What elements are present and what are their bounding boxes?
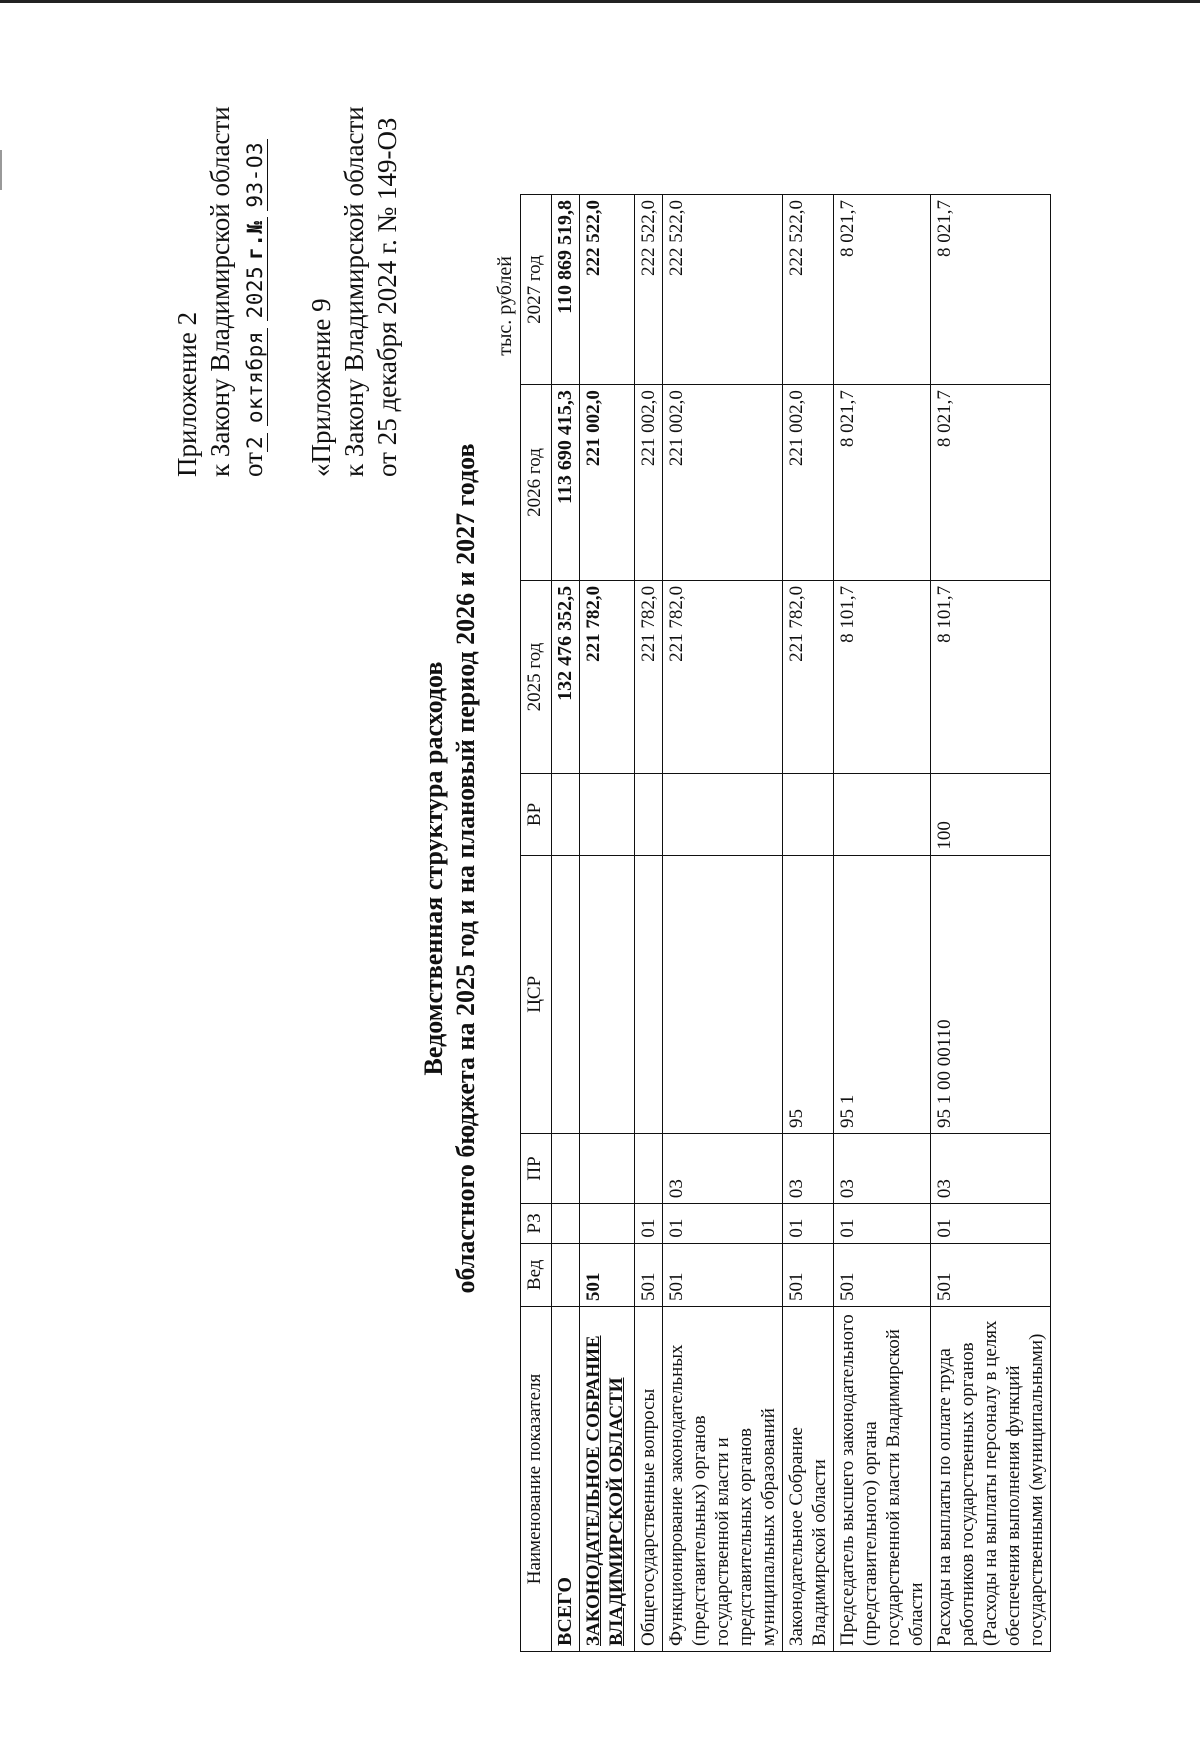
appendix-new-month: октября <box>243 328 268 426</box>
cell-2026: 221 002,0 <box>663 385 783 581</box>
cell-ved: 501 <box>834 1243 931 1306</box>
cell-2025: 221 782,0 <box>663 580 783 773</box>
appendix-new-day: 2 <box>243 433 268 452</box>
cell-2027: 110 869 519,8 <box>552 195 580 385</box>
header-vr: ВР <box>521 774 552 855</box>
cell-rz: 01 <box>783 1204 834 1244</box>
cell-2027: 222 522,0 <box>580 195 635 385</box>
title-line1: Ведомственная структура расходов <box>419 661 448 1076</box>
cell-ved: 501 <box>783 1243 834 1306</box>
table-row-total <box>552 195 580 1652</box>
cell-2026: 221 002,0 <box>580 385 635 581</box>
cell-csr: 95 1 <box>834 855 931 1133</box>
cell-2027: 222 522,0 <box>663 195 783 385</box>
cell-2025: 221 782,0 <box>783 580 834 773</box>
cell-vr <box>552 774 580 855</box>
appendix-new-year-suffix: г.№ <box>243 217 268 262</box>
table-row <box>931 195 1051 1652</box>
appendix-new-block <box>172 106 271 477</box>
header-2026: 2026 год <box>521 385 552 581</box>
table-row <box>783 195 834 1652</box>
cell-vr <box>635 774 663 855</box>
table-header-row <box>521 195 552 1652</box>
appendix-new-date-line <box>238 106 271 477</box>
appendix-new-from: от <box>238 452 268 477</box>
cell-2026: 113 690 415,3 <box>552 385 580 581</box>
cell-vr <box>663 774 783 855</box>
cell-2027: 222 522,0 <box>635 195 663 385</box>
header-2025: 2025 год <box>521 580 552 773</box>
appendix-new-year: 2025 <box>243 263 268 322</box>
table-row <box>635 195 663 1652</box>
cell-name: Общегосударственные вопросы <box>635 1306 663 1651</box>
cell-ved: 501 <box>635 1243 663 1306</box>
cell-csr <box>663 855 783 1133</box>
cell-2026: 8 021,7 <box>834 385 931 581</box>
header-csr: ЦСР <box>521 855 552 1133</box>
cell-rz: 01 <box>931 1204 1051 1244</box>
cell-pr <box>635 1133 663 1203</box>
cell-ved: 501 <box>931 1243 1051 1306</box>
appendix-old-line2: к Закону Владимирской области <box>339 106 369 477</box>
cell-name: ВСЕГО <box>552 1306 580 1651</box>
appendix-old-line3: от 25 декабря 2024 г. № 149-ОЗ <box>372 117 402 477</box>
cell-2025: 8 101,7 <box>931 580 1051 773</box>
table-row <box>663 195 783 1652</box>
cell-csr: 95 <box>783 855 834 1133</box>
cell-rz <box>552 1204 580 1244</box>
cell-rz: 01 <box>635 1204 663 1244</box>
cell-2025: 132 476 352,5 <box>552 580 580 773</box>
page-title <box>418 0 482 1737</box>
cell-vr <box>834 774 931 855</box>
header-ved: Вед <box>521 1243 552 1306</box>
appendix-old-line1: «Приложение 9 <box>306 298 336 477</box>
cell-vr: 100 <box>931 774 1051 855</box>
units-label: тыс. рублей <box>494 256 516 356</box>
cell-rz: 01 <box>663 1204 783 1244</box>
cell-vr <box>783 774 834 855</box>
appendix-new-line2: к Закону Владимирской области <box>205 106 235 477</box>
cell-2027: 8 021,7 <box>931 195 1051 385</box>
cell-pr: 03 <box>931 1133 1051 1203</box>
cell-csr: 95 1 00 00110 <box>931 855 1051 1133</box>
cell-rz <box>580 1204 635 1244</box>
cell-ved: 501 <box>580 1243 635 1306</box>
cell-2027: 8 021,7 <box>834 195 931 385</box>
cell-pr <box>580 1133 635 1203</box>
cell-name: ЗАКОНОДАТЕЛЬНОЕ СОБРАНИЕ ВЛАДИМИРСКОЙ ОБЛАСТИ <box>580 1306 635 1651</box>
cell-2026: 8 021,7 <box>931 385 1051 581</box>
cell-rz: 01 <box>834 1204 931 1244</box>
header-name: Наименование показателя <box>521 1306 552 1651</box>
cell-csr <box>580 855 635 1133</box>
header-2027: 2027 год <box>521 195 552 385</box>
cell-pr <box>552 1133 580 1203</box>
appendix-new-number: 93-ОЗ <box>243 139 268 211</box>
title-line2: областного бюджета на 2025 год и на плановый период 2026 и 2027 годов <box>451 443 480 1294</box>
cell-name: Законодательное Собрание Владимирской области <box>783 1306 834 1651</box>
cell-2026: 221 002,0 <box>783 385 834 581</box>
cell-name: Расходы на выплаты по оплате труда работников государственных органов (Расходы на выплаты персоналу в целях обеспечения выполнения функций государственными (муниципальными) <box>931 1306 1051 1651</box>
cell-2025: 8 101,7 <box>834 580 931 773</box>
cell-2025: 221 782,0 <box>580 580 635 773</box>
cell-ved <box>552 1243 580 1306</box>
cell-vr <box>580 774 635 855</box>
cell-csr <box>552 855 580 1133</box>
cell-pr: 03 <box>783 1133 834 1203</box>
table-row <box>580 195 635 1652</box>
header-rz: РЗ <box>521 1204 552 1244</box>
cell-2027: 222 522,0 <box>783 195 834 385</box>
cell-name: Председатель высшего законодательного (представительного) органа государственной власти Владимирской области <box>834 1306 931 1651</box>
cell-2025: 221 782,0 <box>635 580 663 773</box>
table-row <box>834 195 931 1652</box>
cell-name: Функционирование законодательных (представительных) органов государственной власти и представительных органов муниципальных образований <box>663 1306 783 1651</box>
cell-csr <box>635 855 663 1133</box>
cell-2026: 221 002,0 <box>635 385 663 581</box>
appendix-new-line1: Приложение 2 <box>172 311 202 477</box>
header-pr: ПР <box>521 1133 552 1203</box>
appendix-old-block <box>306 106 405 477</box>
cell-pr: 03 <box>663 1133 783 1203</box>
budget-table <box>520 194 1051 1652</box>
cell-pr: 03 <box>834 1133 931 1203</box>
cell-ved: 501 <box>663 1243 783 1306</box>
